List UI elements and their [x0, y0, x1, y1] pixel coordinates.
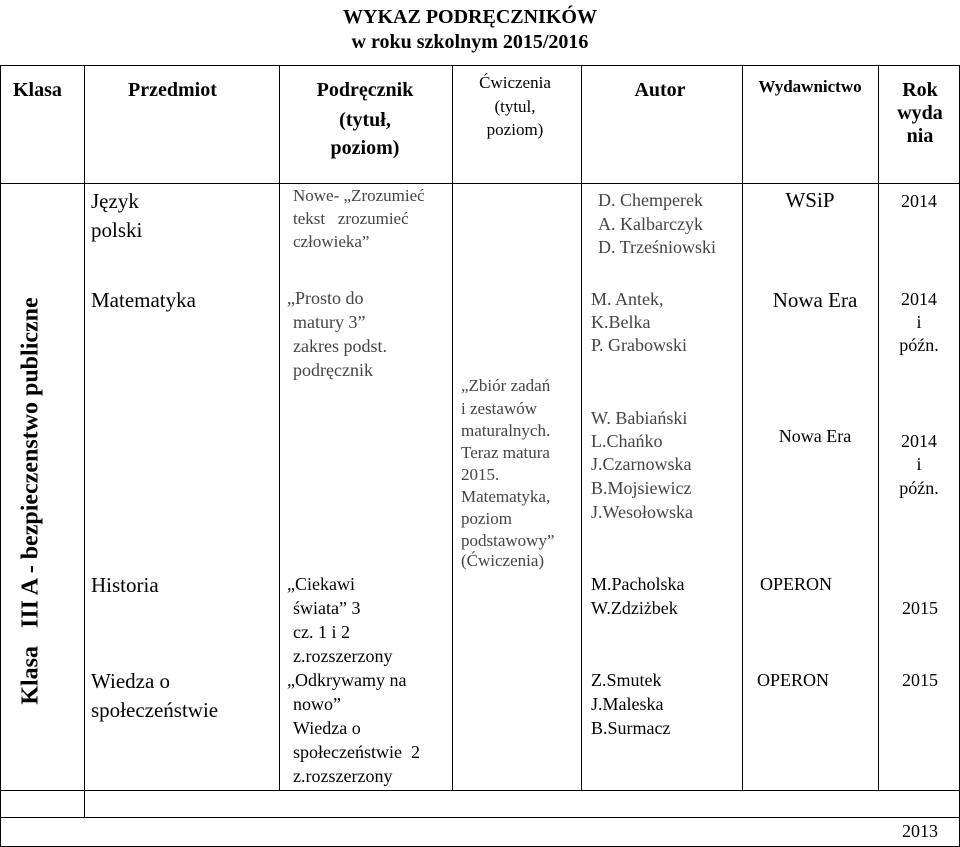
year-wos: 2015 [902, 670, 938, 690]
header-rok-1: Rok [902, 79, 938, 101]
book-hist-1: „Ciekawi [287, 574, 355, 594]
author-wos-2: J.Maleska [591, 694, 664, 714]
author-mat-2d: B.Mojsiewicz [591, 478, 692, 498]
year-hist: 2015 [902, 598, 938, 618]
header-divider [0, 183, 960, 184]
year-mat-1a: 2014 [901, 289, 937, 309]
book-hist-3: cz. 1 i 2 [293, 622, 350, 642]
book-wos-2: nowo” [293, 694, 341, 714]
author-hist-1: M.Pacholska [591, 574, 685, 594]
author-mat-1c: P. Grabowski [591, 335, 688, 355]
col-line-5 [742, 65, 743, 790]
book-polski-1: Nowe- „Zrozumieć [293, 186, 425, 205]
document-subtitle: w roku szkolnym 2015/2016 [351, 31, 589, 53]
author-mat-2b: L.Chańko [591, 431, 663, 451]
year-last: 2013 [902, 821, 938, 841]
year-mat-2a: 2014 [901, 431, 937, 451]
book-mat-2: matury 3” [293, 312, 366, 332]
author-mat-1b: K.Belka [591, 312, 651, 332]
year-polski: 2014 [901, 191, 937, 211]
col-line-0 [0, 65, 1, 847]
author-mat-2c: J.Czarnowska [591, 454, 692, 474]
author-polski-1: D. Chemperek [598, 190, 703, 210]
author-wos-1: Z.Smutek [591, 670, 662, 690]
header-przedmiot: Przedmiot [128, 79, 217, 101]
book-mat-3: zakres podst. [293, 336, 387, 356]
book-wos-5: z.rozszerzony [293, 766, 393, 786]
header-cwiczenia-1: Ćwiczenia [479, 73, 551, 92]
subject-polski-1: Język [91, 189, 139, 213]
author-polski-2: A. Kalbarczyk [598, 214, 703, 234]
exercise-mat-5: 2015. [461, 465, 500, 484]
header-autor: Autor [634, 79, 686, 101]
header-cwiczenia-3: poziom) [486, 120, 544, 139]
publisher-hist: OPERON [760, 574, 833, 594]
year-mat-1c: późn. [899, 335, 939, 355]
book-hist-2: świata” 3 [293, 598, 361, 618]
exercise-mat-2: i zestawów [461, 399, 538, 418]
book-wos-3: Wiedza o [293, 718, 361, 738]
header-podrecznik-3: poziom) [330, 137, 400, 159]
exercise-mat-9: (Ćwiczenia) [461, 551, 545, 570]
col-line-1 [84, 65, 85, 817]
publisher-wos: OPERON [757, 670, 830, 690]
exercise-mat-8: podstawowy” [461, 531, 555, 550]
subject-wos-2: społeczeństwie [91, 698, 219, 722]
header-cwiczenia-2: (tytul, [494, 97, 536, 116]
author-mat-1a: M. Antek, [591, 289, 664, 309]
publisher-mat-1: Nowa Era [772, 288, 858, 312]
author-hist-2: W.Zdziżbek [591, 598, 678, 618]
author-polski-3: D. Trześniowski [598, 237, 717, 257]
book-wos-1: „Odkrywamy na [287, 670, 407, 690]
author-mat-2e: J.Wesołowska [591, 502, 694, 522]
author-wos-3: B.Surmacz [591, 718, 671, 738]
class-label: Klasa III A - bezpieczenstwo publiczne [17, 297, 44, 705]
header-rok-3: nia [906, 125, 934, 147]
book-mat-1: „Prosto do [287, 288, 364, 308]
book-hist-4: z.rozszerzony [293, 646, 393, 666]
col-line-2 [279, 65, 280, 790]
row-divider-last [0, 790, 960, 791]
author-mat-2a: W. Babiański [591, 408, 688, 428]
subject-wos-1: Wiedza o [91, 669, 171, 693]
header-rok-2: wyda [897, 102, 943, 124]
subject-historia: Historia [91, 573, 159, 597]
exercise-mat-3: maturalnych. [461, 421, 551, 440]
subject-polski-2: polski [91, 218, 143, 242]
header-podrecznik-2: (tytuł, [339, 109, 391, 131]
header-wydawnictwo: Wydawnictwo [758, 77, 862, 96]
row-divider-final [0, 817, 960, 818]
publisher-mat-2: Nowa Era [778, 426, 852, 446]
exercise-mat-6: Matematyka, [461, 487, 551, 506]
col-line-3 [452, 65, 453, 790]
exercise-mat-4: Teraz matura [461, 443, 550, 462]
publisher-polski: WSiP [785, 188, 835, 212]
header-klasa: Klasa [13, 79, 62, 101]
subject-matematyka: Matematyka [91, 288, 196, 312]
book-polski-2: tekst zrozumieć [293, 209, 409, 228]
col-line-4 [581, 65, 582, 790]
table-border-top [0, 65, 960, 66]
book-wos-4: społeczeństwie 2 [293, 742, 420, 762]
book-polski-3: człowieka” [293, 232, 370, 251]
header-podrecznik-1: Podręcznik [316, 79, 414, 101]
exercise-mat-1: „Zbiór zadań [461, 376, 551, 395]
year-mat-2b: i [916, 454, 922, 474]
year-mat-2c: późn. [899, 478, 939, 498]
exercise-mat-7: poziom [461, 509, 512, 528]
document-title: WYKAZ PODRĘCZNIKÓW [343, 6, 597, 28]
year-mat-1b: i [916, 312, 922, 332]
book-mat-4: podręcznik [293, 360, 373, 380]
